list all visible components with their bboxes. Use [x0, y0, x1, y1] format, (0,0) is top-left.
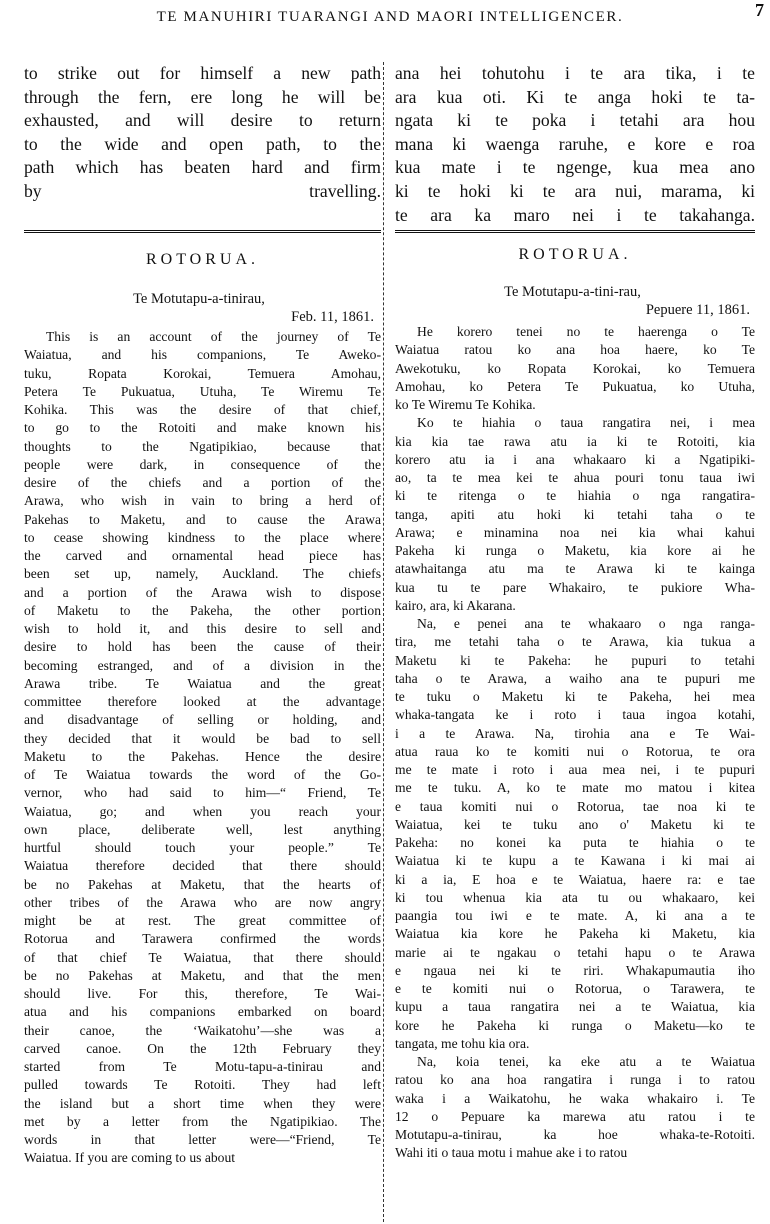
right-body-line: ki a ia, E hoa e te Waiatua, haere ra: e tae [395, 871, 755, 887]
left-body-line: Kohika. This was the desire of that chief, [24, 402, 381, 417]
left-dateline-date: Feb. 11, 1861. [291, 309, 374, 325]
left-intro-line: through the fern, ere long he will be [24, 86, 381, 107]
left-body-line: their canoe, the ‘Waikatohu’—she was a [24, 1022, 381, 1038]
right-body-line: Amohau, ko Petera Te Pukuatua, ko Utuha, [395, 378, 755, 394]
right-article-body [395, 323, 755, 1163]
right-intro-line: ngata ki te poka i tetahi ara hou [395, 110, 755, 131]
right-body-line: 12 o Pepuare ka marewa atu ratou i te [395, 1108, 755, 1124]
right-body-line: Waiatua, kei te tuku ano o' Maketu ki te [395, 816, 755, 832]
right-body-line: Waiatua ratou ko ana hoa haere, ko Te [395, 342, 755, 358]
right-body-line: te tuku o Maketu ki te Pakeha, hei mea [395, 689, 755, 704]
left-body-line: Waiatua, and his companions, Te Aweko- [24, 347, 381, 363]
right-body-line: He korero tenei no te haerenga o Te [417, 324, 755, 339]
left-body-line: be no Pakehas at Maketu, and that the men [24, 967, 381, 983]
left-body-line: to go to the Rotoiti and make known his [24, 420, 381, 436]
left-intro-line: to the wide and open path, to the [24, 133, 381, 154]
running-head: TE MANUHIRI TUARANGI AND MAORI INTELLIGENCER. [156, 9, 624, 25]
right-body-line: ao, ta te mea kei te ahua pouri tonu taua iwi [395, 470, 755, 485]
left-body-line: people were dark, in consequence of the [24, 456, 381, 472]
left-body-line: should live. For this, therefore, Te Wai- [24, 986, 381, 1001]
left-body-line: of Te Waiatua towards the word of the Go- [24, 767, 381, 782]
right-body-line: Pakeha ki runga o Maketu, kia kore ai he [395, 543, 755, 558]
left-body-line: desire of the chiefs and a portion of the [24, 475, 381, 490]
right-body-line: tira, me tetahi taha o te Arawa, kia tukua a [395, 634, 755, 650]
left-body-line: becoming estranged, and of a division in the [24, 657, 381, 673]
left-body-line: might be at rest. The great committee of [24, 913, 381, 928]
left-body-line: wish to hold it, and this desire to sell and [24, 621, 381, 636]
column-divider [383, 62, 384, 1222]
right-body-line: Na, koia tenei, ka eke atu a te Waiatua [417, 1054, 755, 1069]
left-section-title: ROTORUA. [145, 251, 260, 268]
left-body-line: of Maketu to the Pakeha, the other portion [24, 602, 381, 618]
left-body-line: Pakehas to Maketu, and to cause the Arawa [24, 511, 381, 527]
left-body-line: Maketu to the Pakehas. Hence the desire [24, 748, 381, 764]
right-body-line: kairo, ara, ki Akarana. [395, 597, 516, 613]
right-body-line: e taua komiti nui o Rotorua, tae noa ki te [395, 798, 755, 814]
left-body-line: the carved and ornamental head piece has [24, 548, 381, 563]
left-body-line: Petera Te Pukuatua, Utuha, Te Wiremu Te [24, 383, 381, 399]
left-body-line: Rotorua and Tarawera confirmed the words [24, 931, 381, 947]
right-intro-line: mana ki waenga raruhe, e kore e roa [395, 133, 755, 154]
left-body-line: atua and his companions embarked on board [24, 1004, 381, 1020]
right-body-line: marie ai te ngakau o tetahi hapu o te Arawa [395, 944, 755, 960]
left-body-line: desire to hold has been the cause of their [24, 639, 381, 655]
right-body-line: kia kia tae rawa atu ia ki te Rotoiti, kia [395, 433, 755, 449]
left-body-line: met by a letter from the Ngatipikiao. The [24, 1113, 381, 1129]
right-body-line: Wahi iti o taua motu i mahue ake i to ratou [395, 1145, 628, 1161]
left-section-rule [24, 230, 381, 233]
left-body-line: hurtful should touch your people.” Te [24, 840, 381, 855]
left-body-line: be no Pakehas at Maketu, that the hearts of [24, 876, 381, 892]
left-intro-line: path which has beaten hard and firm [24, 157, 381, 178]
left-body-line: started from Te Motu-tapu-a-tinirau and [24, 1059, 381, 1074]
right-body-line: kore he Pakeha ki runga o Maketu—ko te [395, 1017, 755, 1033]
left-body-line: of that chief Te Waiatua, that there should [24, 949, 381, 965]
left-body-line: to cease showing kindness to the place where [24, 529, 381, 545]
left-intro-paragraph [24, 62, 381, 204]
right-body-line: me te tuku. A, ko te mate mo matou i kitea [395, 780, 755, 796]
left-body-line: tuku, Ropata Korokai, Temuera Amohau, [24, 365, 381, 381]
right-body-line: e ngaua nei ki te riri. Whakapumautia iho [395, 962, 755, 978]
right-body-line: whaka-tangata ke i roto i taua ingoa kotahi, [395, 707, 755, 723]
right-body-line: Maketu ki te Pakeha: he pupuri to tetahi [395, 652, 755, 668]
right-body-line: korero atu ia i ana whakaaro ki a Ngatipiki- [395, 451, 755, 467]
right-body-line: Arawa; e minamina noa nei kia whai kahui [395, 524, 755, 540]
right-body-line: kua tu te pare Whakairo, te pukiore Wha- [395, 579, 755, 595]
left-intro-line: exhausted, and will desire to return [24, 110, 381, 131]
right-body-line: kupu a taua rangatira nei a te Waiatua, kia [395, 999, 755, 1015]
right-intro-line: ana hei tohutohu i te ara tika, i te [395, 63, 755, 83]
left-dateline-place: Te Motutapu-a-tinirau, [133, 291, 265, 307]
right-body-line: me te mate i roto i aua mea nei, i te pupuri [395, 762, 755, 777]
right-body-line: ki te ritenga o te hiahia o nga rangatira- [395, 488, 755, 504]
left-body-line: words in that letter were—“Friend, Te [24, 1132, 381, 1147]
right-body-line: ko Te Wiremu Te Kohika. [395, 397, 536, 412]
left-body-line: own place, deliberate well, lest anything [24, 821, 381, 837]
left-body-line: vernor, who had said to him—“ Friend, Te [24, 785, 381, 801]
right-body-line: Awekotuku, ko Ropata Korokai, ko Temuera [395, 360, 755, 376]
right-dateline [395, 283, 750, 319]
left-body-line: pulled towards Te Rotoiti. They had left [24, 1077, 381, 1093]
right-section-rule [395, 230, 755, 233]
left-body-line: the island but a short time when they were [24, 1095, 381, 1111]
left-intro-line: by travelling. [24, 180, 381, 201]
right-intro-line: ara kua oti. Ki te anga hoki te ta- [395, 86, 755, 107]
left-intro-line: to strike out for himself a new path [24, 63, 381, 83]
right-body-line: paangia tou iwi e te mate. A, ki ana a te [395, 908, 755, 923]
right-intro-paragraph [395, 62, 755, 227]
left-body-line: Waiatua, go; and when you reach your [24, 803, 381, 819]
right-body-line: taha o te Arawa, a waiho ana te pupuri me [395, 670, 755, 686]
right-intro-line: ki te hoki ki te ara nui, marama, ki [395, 180, 755, 201]
left-body-line: they decided that it would be bad to sell [24, 730, 381, 746]
right-body-line: atua raua ko te komiti nui o Rotorua, te ora [395, 743, 755, 759]
left-body-line: Arawa, who wish in vain to bring a herd of [24, 493, 381, 509]
left-body-line: Arawa tribe. Te Waiatua and the great [24, 675, 381, 691]
right-body-line: Waiatua kia kore he Pakeha ki Maketu, kia [395, 926, 755, 942]
left-article-body [24, 328, 381, 1168]
right-body-line: waka i a Waikatohu, he waka whakairo i. Te [395, 1090, 755, 1106]
right-body-line: Na, e penei ana te whakaaro o nga ranga- [417, 616, 755, 631]
right-dateline-place: Te Motutapu-a-tini-rau, [504, 284, 641, 300]
right-body-line: atawhaitanga atu ma te Arawa ki te kainga [395, 561, 755, 577]
page-number: 7 [755, 0, 764, 20]
right-body-line: Pakeha: no konei ka puta te hiahia o te [395, 835, 755, 850]
left-body-line: This is an account of the journey of Te [46, 329, 381, 344]
right-body-line: tanga, apiti atu hoki ki tetahi taha o te [395, 506, 755, 522]
left-body-line: carved canoe. On the 12th February they [24, 1040, 381, 1056]
left-body-line: Waiatua therefore decided that there should [24, 858, 381, 874]
left-body-line: and disadvantage of selling or holding, and [24, 712, 381, 728]
right-body-line: Ko te hiahia o taua rangatira nei, i mea [417, 415, 755, 431]
right-body-line: ratou ko ana hoa rangatira i runga i to ratou [395, 1072, 755, 1088]
right-body-line: i a te Arawa. Na, tirohia ana e Te Wai- [395, 725, 755, 741]
right-body-line: Waiatua ki te kupu a te Kawana i ki mai ai [395, 853, 755, 869]
right-body-line: ki tou whenua kia ata tu ou whakaaro, kei [395, 889, 755, 905]
left-body-line: Waiatua. If you are coming to us about [24, 1150, 236, 1166]
left-body-line: committee therefore looked at the advantage [24, 694, 381, 709]
left-body-line: been set up, namely, Auckland. The chiefs [24, 566, 381, 582]
right-intro-line: kua mate i te ngenge, kua mea ano [395, 157, 755, 178]
right-intro-line: te ara ka maro nei i te takahanga. [395, 204, 755, 225]
right-body-line: tangata, me tohu kia ora. [395, 1035, 530, 1051]
left-body-line: thoughts to the Ngatipikiao, because that [24, 438, 381, 454]
left-body-line: and a portion of the Arawa wish to dispose [24, 584, 381, 600]
left-dateline [24, 290, 374, 326]
left-body-line: other tribes of the Arawa who are now angry [24, 894, 381, 910]
right-section-title: ROTORUA. [518, 246, 632, 263]
right-dateline-date: Pepuere 11, 1861. [645, 302, 750, 318]
right-body-line: Motutapu-a-tinirau, ka hoe whaka-te-Rotoiti. [395, 1127, 755, 1142]
right-body-line: e te komiti nui o Rotorua, o Tarawera, te [395, 981, 755, 996]
